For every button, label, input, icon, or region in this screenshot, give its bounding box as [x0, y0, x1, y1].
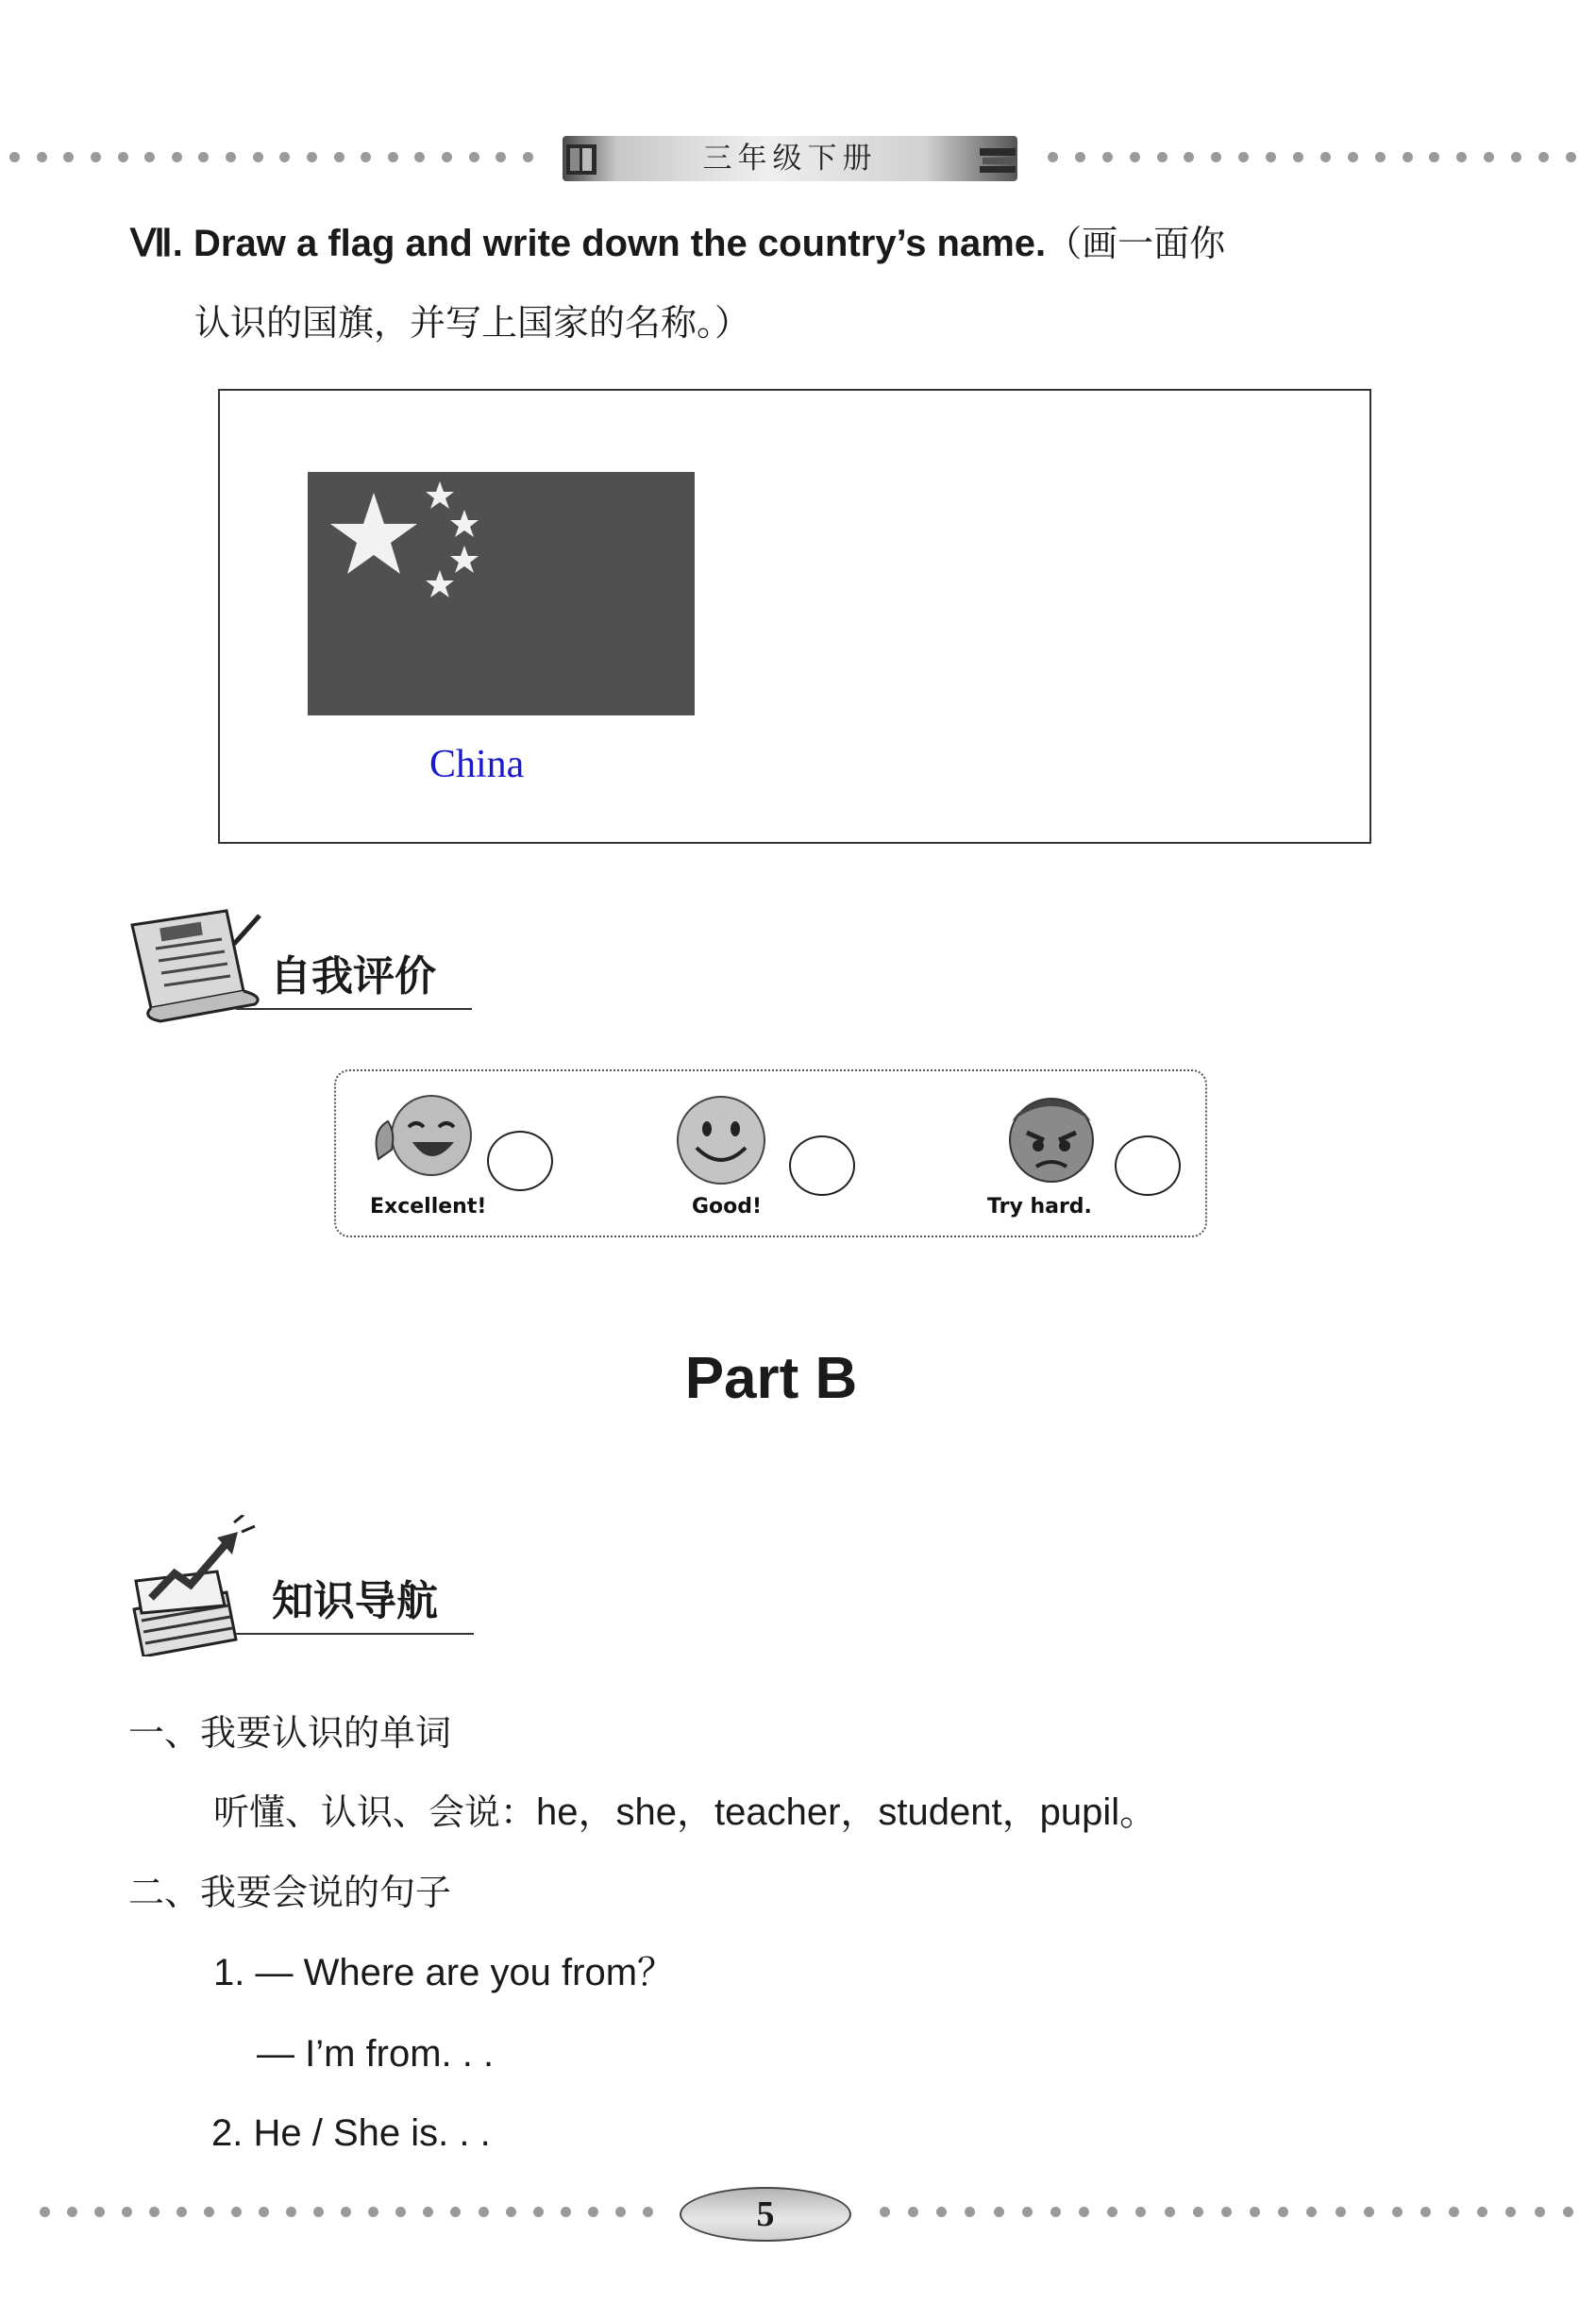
question-numeral: Ⅶ. — [130, 223, 183, 264]
section-2-heading: 二、我要会说的句子 — [128, 1872, 452, 1913]
question-title-en: Draw a flag and write down the country’s name. — [193, 223, 1047, 264]
country-name-answer: China — [429, 743, 525, 786]
page-number: 5 — [756, 2194, 775, 2234]
top-dotted-rule-right — [1048, 151, 1576, 162]
laughing-face-icon — [363, 1084, 477, 1187]
section-1-words: he，she，teacher，student，pupil。 — [536, 1791, 1158, 1833]
knowledge-nav-heading: 知识导航 — [272, 1577, 438, 1625]
sentence-2: 2. He / She is. . . — [211, 2112, 491, 2154]
self-evaluation-heading: 自我评价 — [270, 952, 436, 1000]
sentence-1-answer: — I’m from. . . — [257, 2033, 495, 2075]
try-hard-rating-circle[interactable] — [1115, 1135, 1181, 1196]
bottom-dotted-rule-right — [880, 2206, 1573, 2217]
heading-underline — [236, 1633, 474, 1635]
bottom-dotted-rule-left — [40, 2206, 653, 2217]
flag-stars-icon — [308, 472, 695, 715]
question-7-title — [130, 215, 1452, 272]
question-7-instruction-cn: 认识的国旗，并写上国家的名称。） — [194, 302, 751, 344]
best-paper-icon — [123, 906, 264, 1029]
section-1-content — [213, 1786, 1157, 1839]
top-dotted-rule-left — [9, 151, 533, 162]
try-hard-label: Try hard. — [987, 1195, 1092, 1219]
section-1-heading: 一、我要认识的单词 — [128, 1712, 452, 1754]
excellent-label: Excellent! — [370, 1195, 487, 1219]
growth-chart-icon — [123, 1515, 264, 1656]
sentence-1-question: 1. — Where are you from？ — [213, 1952, 676, 1993]
good-rating-circle[interactable] — [789, 1135, 855, 1196]
excellent-rating-circle[interactable] — [487, 1131, 553, 1191]
header-title: 三年级下册 — [702, 142, 878, 176]
determined-face-icon — [1000, 1085, 1102, 1187]
china-flag-drawing — [308, 472, 695, 715]
question-title-cn: （画一面你 — [1046, 223, 1226, 264]
section-1-prefix: 听懂、认识、会说： — [213, 1791, 537, 1833]
heading-underline — [236, 1008, 472, 1010]
part-b-title: Part B — [684, 1346, 858, 1411]
smiley-face-icon — [674, 1093, 768, 1187]
good-label: Good! — [692, 1195, 763, 1219]
